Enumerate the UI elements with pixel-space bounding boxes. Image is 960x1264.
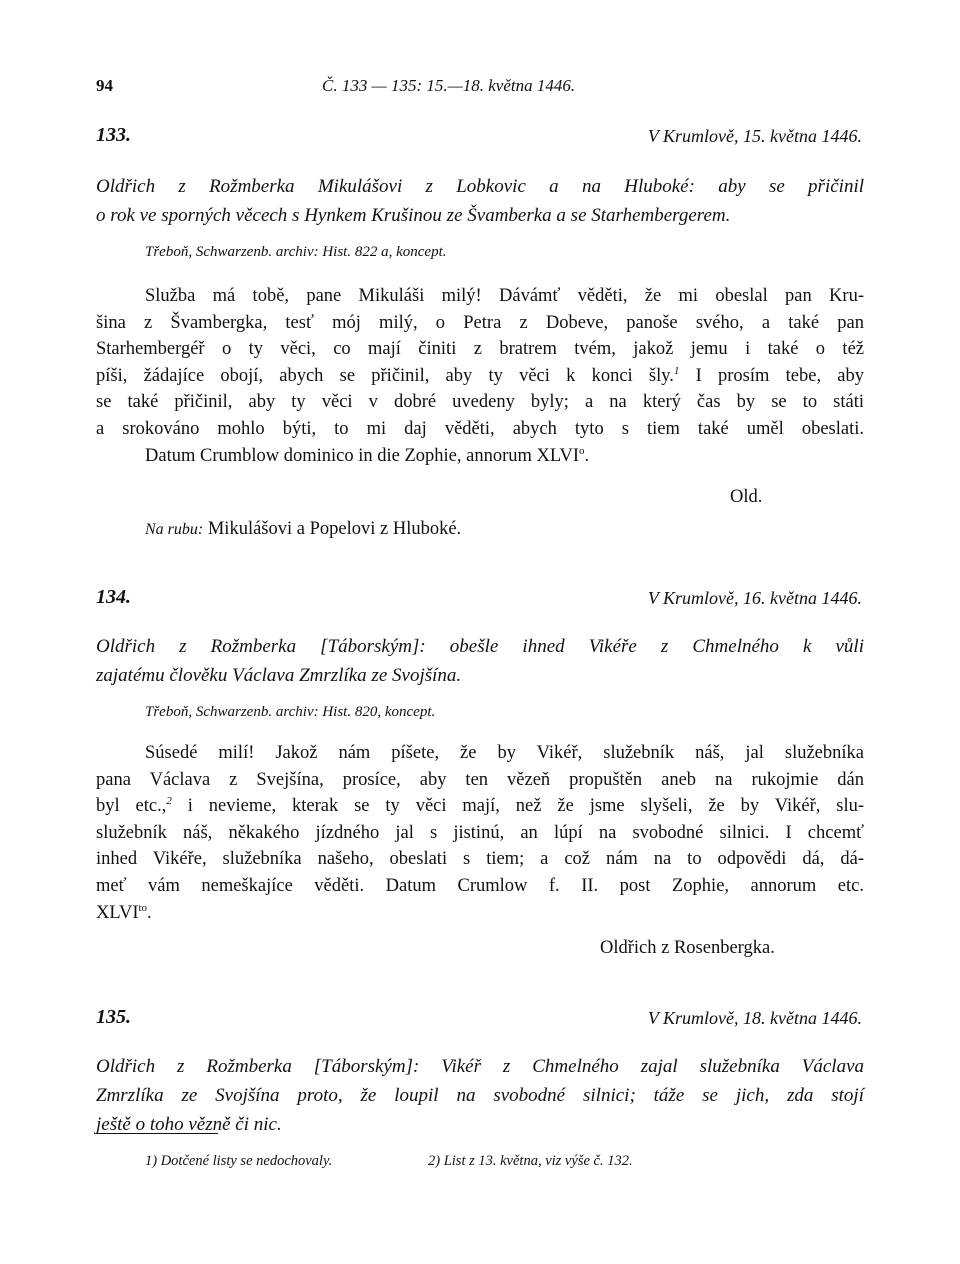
regest-line: o rok ve sporných věcech s Hynkem Krušinou ze Švamberka a se Starhembergerem. xyxy=(96,205,731,226)
body-line: šina z Švambergka, tesť mój milý, o Petra z Dobeve, panoše svého, a také pan xyxy=(96,312,864,333)
body-line: služebník náš, někakého jízdného jal s jistinú, an lúpí na svobodné silnici. I chcemť xyxy=(96,822,864,843)
regest-line: Zmrzlíka ze Svojšína proto, že loupil na svobodné silnici; táže se jich, zda stojí xyxy=(96,1085,864,1106)
regest-line: Oldřich z Rožmberka [Táborským]: obešle ihned Vikéře z Chmelného k vůli xyxy=(96,636,864,657)
page-number: 94 xyxy=(96,76,113,95)
footnote-ref-1: 1 xyxy=(673,364,680,377)
doc-135-regest xyxy=(96,1052,864,1139)
doc-133-place-date: V Krumlově, 15. května 1446. xyxy=(647,126,862,146)
body-line: byl etc.,$^2$ i nevieme, kterak se ty věci mají, než že jsme slyšeli, že by Vikéř, slu- xyxy=(96,795,865,817)
doc-133-body xyxy=(96,283,864,469)
footnote-rule xyxy=(96,1133,218,1134)
footnote-2: 2) List z 13. května, viz výše č. 132. xyxy=(428,1153,633,1169)
body-line: píši, žádajíce obojí, abych se přičinil, aby ty věci k konci šly.$^1$ I prosím tebe, aby xyxy=(96,364,864,386)
body-line: meť vám nemeškajíce věděti. Datum Crumlow f. II. post Zophie, annorum etc. xyxy=(96,875,864,896)
doc-133-signature: Old. xyxy=(730,487,763,507)
doc-134-number: 134. xyxy=(96,586,131,608)
footnote-ref-2: 2 xyxy=(166,795,172,808)
doc-134-place-date: V Krumlově, 16. května 1446. xyxy=(647,588,862,608)
datum-line: Datum Crumblow dominico in die Zophie, annorum XLVI$^o$. xyxy=(145,444,590,466)
body-line: pana Václava z Svejšína, prosíce, aby ten vězeň propuštěn aneb na rukojmie dán xyxy=(96,769,864,790)
body-line: Súsedé milí! Jakož nám píšete, že by Vikéř, služebník náš, jal služebníka xyxy=(145,743,864,763)
body-line: Služba má tobě, pane Mikuláši milý! Dávámť věděti, že mi obeslal pan Kru- xyxy=(145,286,864,306)
footnote-1: 1) Dotčené listy se nedochovaly. xyxy=(145,1153,333,1169)
doc-133-address xyxy=(145,519,461,540)
doc-135-place-date: V Krumlově, 18. května 1446. xyxy=(647,1008,862,1028)
doc-134-body xyxy=(96,740,864,926)
regest-line: ještě o toho vězně či nic. xyxy=(96,1114,282,1135)
body-line: a srokováno mohlo býti, to mi daj věděti, abych tyto s tiem také uměl obeslati. xyxy=(96,418,864,439)
body-line: $XLVI^{to}$. xyxy=(96,901,152,923)
body-line: inhed Vikéře, služebníka našeho, obeslati s tiem; a což nám na to odpovědi dá, dá- xyxy=(96,849,864,870)
running-title: Č. 133 — 135: 15.—18. května 1446. xyxy=(322,76,576,95)
regest-line: Oldřich z Rožmberka Mikulášovi z Lobkovic a na Hluboké: aby se přičinil xyxy=(96,176,864,197)
address-label: Na rubu: xyxy=(145,521,204,538)
body-line: Starhembergéř o ty věci, co mají činiti z bratrem tvém, jakož jemu i také o též xyxy=(96,339,864,360)
doc-135-number: 135. xyxy=(96,1006,131,1028)
doc-134-source: Třeboň, Schwarzenb. archiv: Hist. 820, koncept. xyxy=(145,704,436,720)
body-line: se také přičinil, aby ty věci v dobré uvedeny byly; a na který čas by se to státi xyxy=(96,392,864,413)
address-text: Mikulášovi a Popelovi z Hluboké. xyxy=(203,519,462,539)
doc-134-signature: Oldřich z Rosenbergka. xyxy=(600,938,775,958)
doc-133-source: Třeboň, Schwarzenb. archiv: Hist. 822 a, koncept. xyxy=(145,244,447,260)
regest-line: Oldřich z Rožmberka [Táborským]: Vikéř z Chmelného zajal služebníka Václava xyxy=(96,1056,864,1077)
doc-134-regest xyxy=(96,632,864,690)
doc-133-number: 133. xyxy=(96,124,131,146)
regest-line: zajatému člověku Václava Zmrzlíka ze Svojšína. xyxy=(96,665,462,686)
doc-133-regest xyxy=(96,172,864,230)
